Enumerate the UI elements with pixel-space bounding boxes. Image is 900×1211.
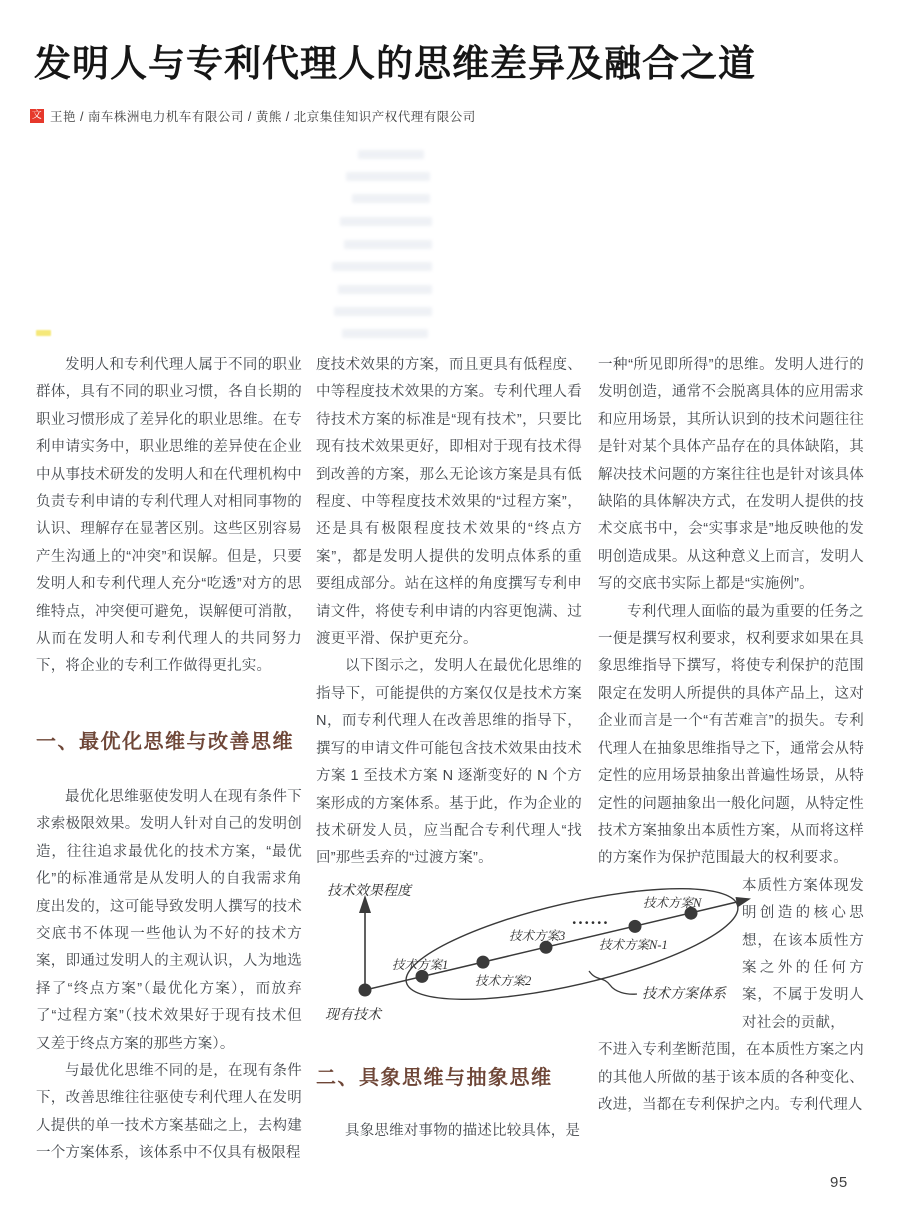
system-label-callout [589, 971, 637, 994]
section-heading-2: 二、具象思维与抽象思维 [316, 1066, 553, 1089]
label-solution-n: 技术方案N [643, 896, 702, 910]
byline-text: 王艳 / 南车株洲电力机车有限公司 / 黄熊 / 北京集佳知识产权代理有限公司 [50, 110, 476, 124]
paragraph: 与最优化思维不同的是，在现有条件下，改善思维往往驱使专利代理人在发明人提供的单一技术方案基础之上，去构建一个方案体系，该体系中不仅具有极限程 [36, 1062, 302, 1162]
bleedthrough-line [338, 285, 432, 294]
paragraph: 以下图示之，发明人在最优化思维的指导下，可能提供的方案仅仅是技术方案 N，而专利代理人在改善思维的指导下，撰写的申请文件可能包含技术效果由技术方案 1 至技术方案 N 逐渐变好的 N 个方案形成的方案体系。基于此，作为企业的技术研发人员，应当配合专利代理人“找回”那些丢弃的“过渡方案”。 [316, 658, 582, 867]
label-solution-3: 技术方案3 [509, 929, 566, 943]
paragraph: 发明人和专利代理人属于不同的职业群体，具有不同的职业习惯，各自长期的职业习惯形成了差异化的职业思维。在专利申请实务中，职业思维的差异使在企业中从事技术研发的发明人和在代理机构中负责专利申请的专利代理人对相同事物的认识、理解存在显著区别。这些区别容易产生沟通上的“冲突”和误解。但是，只要发明人和专利代理人充分“吃透”对方的思维特点，冲突便可避免，误解便可消散，从而在发明人和专利代理人的共同努力下，将企业的专利工作做得更扎实。 [36, 357, 302, 675]
diagram-origin-label: 现有技术 [325, 1008, 381, 1023]
bleedthrough-line [340, 217, 432, 226]
point-solution-n-1 [629, 920, 642, 933]
point-existing-technology [359, 984, 372, 997]
section-heading-1: 一、最优化思维与改善思维 [36, 730, 294, 753]
diagram-y-axis-label: 技术效果程度 [327, 884, 411, 899]
article-title: 发明人与专利代理人的思维差异及融合之道 [34, 44, 756, 85]
paragraph: 最优化思维驱使发明人在现有条件下求索极限效果。发明人针对自己的发明创造，往往追求最优化的技术方案，“最优化”的标准通常是从发明人的自我需求角度出发的，这可能导致发明人撰写的技术交底书不体现一些他认为不好的技术方案，即通过发明人的主观认识，人为地选择了“终点方案”（最优化方案），而放弃了“过程方案”（技术效果好于现有技术但又差于终点方案的那些方案）。 [36, 788, 302, 1052]
paragraph-beside-diagram: 本质性方案体现发明创造的核心思想，在该本质性方案之外的任何方案，不属于发明人对社会的贡献， [742, 877, 864, 1031]
bleedthrough-line [346, 172, 430, 181]
ellipsis-dots: ······ [572, 913, 610, 932]
label-solution-n-1: 技术方案N-1 [599, 938, 668, 952]
point-solution-2 [477, 956, 490, 969]
bleedthrough-line [342, 329, 428, 338]
bleedthrough-line [352, 194, 430, 203]
label-solution-2: 技术方案2 [475, 974, 532, 988]
paragraph: 一种“所见即所得”的思维。发明人进行的发明创造，通常不会脱离具体的应用需求和应用场景，其所认识到的技术问题往往是针对某个具体产品存在的具体缺陷，其解决技术问题的方案往往也是针对该具体缺陷的具体解决方式，在发明人提供的技术交底书中，会“实事求是”地反映他的发明创造成果。从这种意义上而言，发明人写的交底书实际上都是“实施例”。 [598, 357, 864, 593]
byline [30, 107, 476, 125]
author-marker-icon: 文 [31, 110, 43, 121]
label-solution-system: 技术方案体系 [642, 987, 726, 1002]
margin-speck [36, 330, 51, 336]
technical-solution-diagram [310, 868, 772, 1036]
bleedthrough-line [332, 262, 432, 271]
text-column-1 [36, 352, 302, 1168]
label-solution-1: 技术方案1 [392, 958, 449, 972]
bleedthrough-line [358, 150, 424, 159]
bleedthrough-line [344, 240, 432, 249]
paragraph: 不进入专利垄断范围，在本质性方案之内的其他人所做的基于该本质的各种变化、改进，当都在专利保护之内。专利代理人 [598, 1042, 864, 1113]
paragraph: 具象思维对事物的描述比较具体，是 [345, 1122, 581, 1139]
paragraph: 专利代理人面临的最为重要的任务之一便是撰写权利要求，权利要求如果在具象思维指导下撰写，将使专利保护的范围限定在发明人所提供的具体产品上，这对企业而言是一个“有苦难言”的损失。专利代理人在抽象思维指导之下，通常会从特定性的应用场景抽象出普遍性场景，从特定性的问题抽象出一般化问题，从特定性技术方案抽象出本质性方案，从而将这样的方案作为保护范围最大的权利要求。 [598, 603, 864, 867]
paragraph: 度技术效果的方案，而且更具有低程度、中等程度技术效果的方案。专利代理人看待技术方案的标准是“现有技术”，只要比现有技术效果更好，即相对于现有技术得到改善的方案，那么无论该方案是具有低程度、中等程度技术效果的“过程方案”，还是具有极限程度技术效果的“终点方案”，都是发明人提供的发明点体系的重要组成部分。站在这样的角度撰写专利申请文件，将使专利申请的内容更饱满、过渡更平滑、保护更充分。 [316, 357, 582, 648]
bleedthrough-line [334, 307, 432, 316]
page-number: 95 [830, 1174, 848, 1191]
